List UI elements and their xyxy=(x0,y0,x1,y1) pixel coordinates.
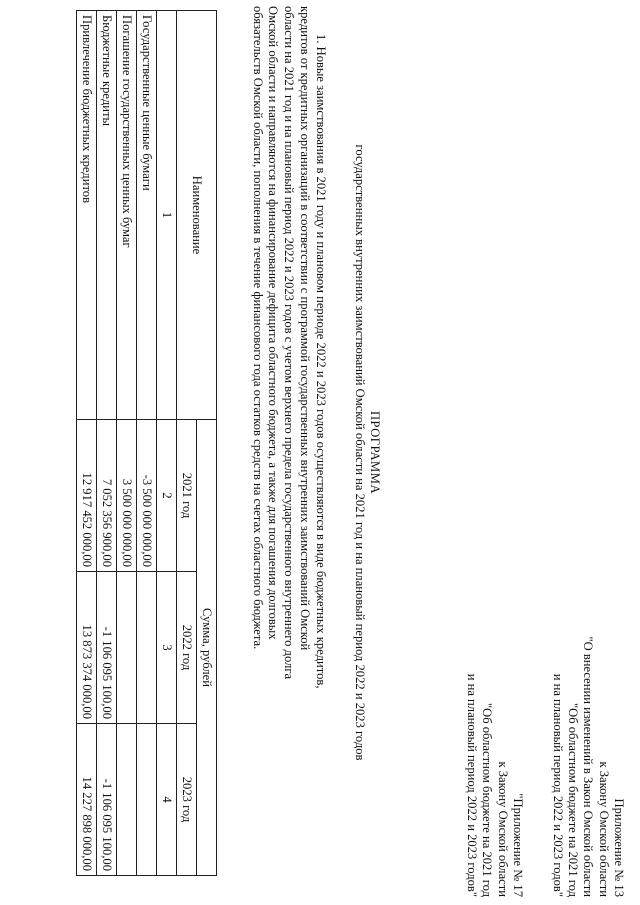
paragraph-line: области на 2021 год и на плановый период 2022 и 2023 годов с учетом верхнего предела государственного внутреннего долга xyxy=(282,6,297,680)
column-number: 3 xyxy=(157,572,177,724)
row-name: Бюджетные кредиты xyxy=(97,11,117,420)
appendix-13-line: "О внесении изменений в Закон Омской области xyxy=(581,636,596,897)
value-2023: -1 106 095 100,00 xyxy=(97,724,117,876)
table-row xyxy=(97,11,117,876)
value-2023: 14 227 898 000,00 xyxy=(77,724,97,876)
value-2021: 12 917 452 000,00 xyxy=(77,420,97,572)
column-number: 4 xyxy=(157,724,177,876)
table-row xyxy=(117,11,137,876)
column-number: 1 xyxy=(157,11,177,420)
table-row xyxy=(137,11,157,876)
row-name: Привлечение бюджетных кредитов xyxy=(77,11,97,420)
row-name: Погашение государственных ценных бумаг xyxy=(117,11,137,420)
document-subtitle: государственных внутренних заимствований Омской области на 2021 год и на плановый период 2022 и 2023 годов xyxy=(352,144,367,761)
value-2021: -3 500 000 000,00 xyxy=(137,420,157,572)
column-number: 2 xyxy=(157,420,177,572)
appendix-13-line: "Об областном бюджете на 2021 год xyxy=(565,702,580,897)
value-2023 xyxy=(117,724,137,876)
appendix-17-line: "Об областном бюджете на 2021 год xyxy=(480,702,495,897)
value-2021: 3 500 000 000,00 xyxy=(117,420,137,572)
paragraph-line: 1. Новые заимствования в 2021 году и плановом периоде 2022 и 2023 годов осуществляются в виде бюджетных кредитов, xyxy=(314,34,328,689)
header-year: 2023 год xyxy=(177,724,197,876)
document-title: ПРОГРАММА xyxy=(368,410,382,495)
row-name: Государственные ценные бумаги xyxy=(137,11,157,420)
value-2022: 13 873 374 000,00 xyxy=(77,572,97,724)
paragraph-line: кредитов от кредитных организаций в соответствии с программой государственных внутренних заимствований Омской xyxy=(298,6,313,651)
appendix-13-line: Приложение № 13 xyxy=(612,798,626,897)
appendix-17-header xyxy=(464,674,525,897)
appendix-17-line: "Приложение № 17 xyxy=(511,793,525,897)
paragraph-line: обязательств Омской области, пополнения в течение финансового года остатков средств на счетах областного бюджета. xyxy=(250,6,265,650)
appendix-17-line: и на плановый период 2022 и 2023 годов" xyxy=(464,673,479,897)
value-2021: 7 052 356 900,00 xyxy=(97,420,117,572)
header-name: Наименование xyxy=(177,11,217,420)
table-row xyxy=(77,11,97,876)
borrowings-table xyxy=(76,10,217,876)
header-sum: Сумма, рублей xyxy=(197,420,217,876)
table-header-row xyxy=(197,11,217,876)
appendix-13-line: к Закону Омской области xyxy=(596,761,611,897)
value-2022 xyxy=(117,572,137,724)
table-colnum-row xyxy=(157,11,177,876)
appendix-17-line: к Закону Омской области xyxy=(495,761,510,897)
value-2022 xyxy=(137,572,157,724)
appendix-13-line: и на плановый период 2022 и 2023 годов" xyxy=(550,673,565,897)
paragraph-1 xyxy=(249,6,328,872)
appendix-13-header xyxy=(549,636,626,897)
value-2022: -1 106 095 100,00 xyxy=(97,572,117,724)
paragraph-line: Омской области и направляются на финансирование дефицита областного бюджета, а также для погашения долговых xyxy=(266,6,281,640)
value-2023 xyxy=(137,724,157,876)
header-year: 2022 год xyxy=(177,572,197,724)
header-year: 2021 год xyxy=(177,420,197,572)
document-title-block xyxy=(351,0,382,905)
